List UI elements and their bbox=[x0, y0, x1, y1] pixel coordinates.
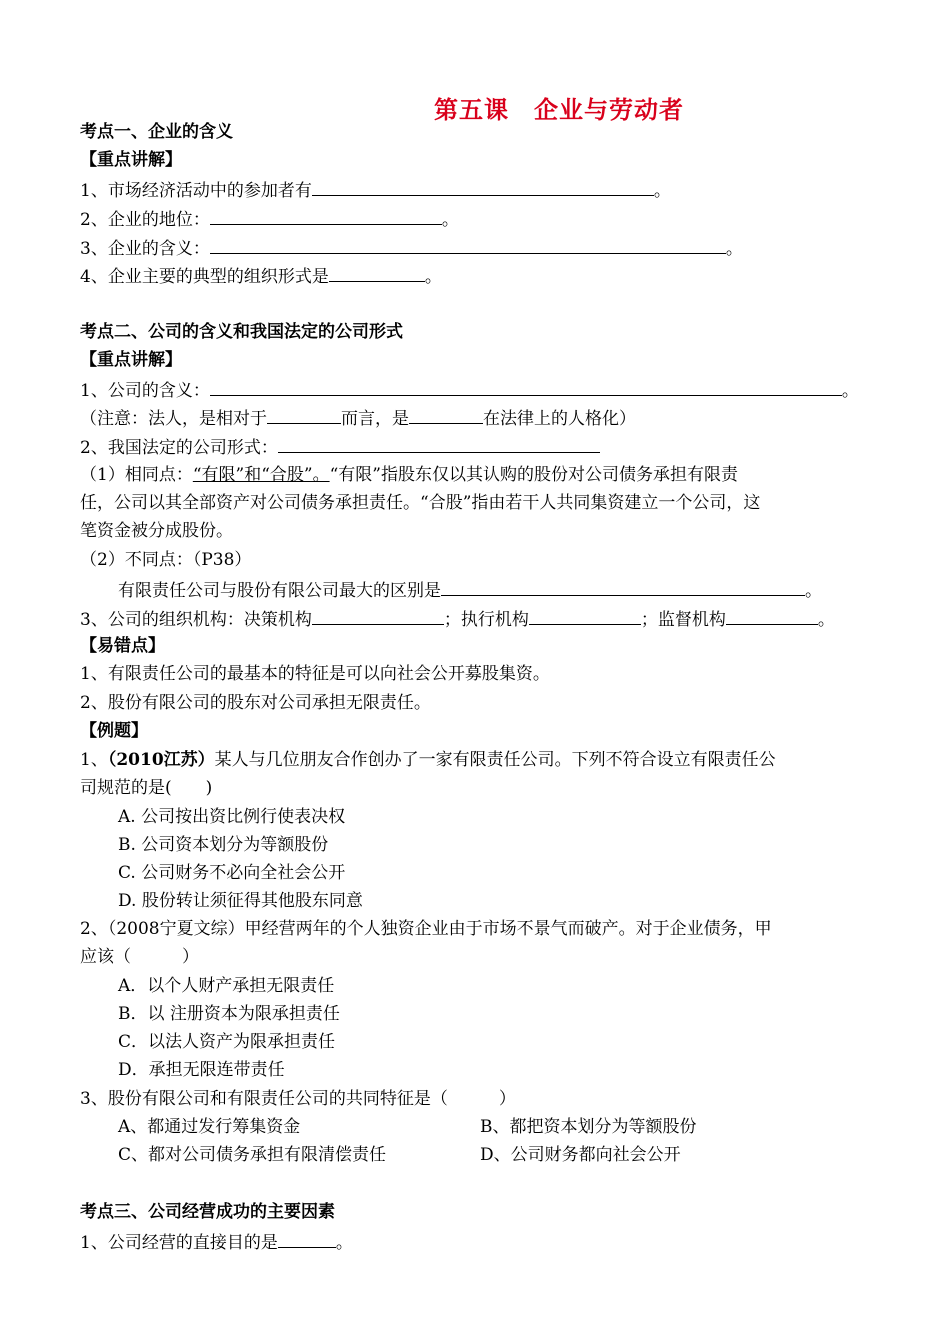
error-tag: 【易错点】 bbox=[80, 636, 165, 656]
ex1-option-b[interactable]: B. 公司资本划分为等额股份 bbox=[118, 835, 329, 855]
ex3-option-b[interactable]: B、都把资本划分为等额股份 bbox=[480, 1117, 697, 1137]
same-underlined: “有限”和“合股”。 bbox=[192, 465, 330, 485]
note-text: 而言，是 bbox=[341, 409, 409, 429]
example-tag: 【例题】 bbox=[80, 721, 148, 741]
ex2-option-a[interactable]: A．以个人财产承担无限责任 bbox=[118, 976, 335, 996]
ex1-number: 1、 bbox=[80, 750, 108, 770]
s1-q2-text: 2、企业的地位： bbox=[80, 210, 210, 230]
same-label: （1）相同点： bbox=[80, 465, 193, 485]
ex1-option-c[interactable]: C. 公司财务不必向全社会公开 bbox=[118, 863, 346, 883]
period: 。 bbox=[805, 581, 822, 601]
error-1: 1、有限责任公司的最基本的特征是可以向社会公开募股集资。 bbox=[80, 664, 550, 684]
ex1-text: 某人与几位朋友合作创办了一家有限责任公司。下列不符合设立有限责任公 bbox=[214, 750, 776, 770]
ex3-option-a[interactable]: A、都通过发行筹集资金 bbox=[118, 1117, 301, 1137]
answer-blank[interactable] bbox=[329, 263, 425, 282]
q3-text: ；监督机构 bbox=[640, 610, 726, 630]
answer-blank[interactable] bbox=[441, 577, 805, 596]
diff-text: 有限责任公司与股份有限公司最大的区别是 bbox=[118, 581, 441, 601]
period: 。 bbox=[441, 210, 459, 230]
ex1-source: （2010江苏） bbox=[107, 750, 215, 770]
example-2: 2、（2008宁夏文综）甲经营两年的个人独资企业由于市场不景气而破产。对于企业债务，甲 bbox=[80, 919, 772, 939]
section-3-heading: 考点三、公司经营成功的主要因素 bbox=[80, 1202, 335, 1222]
note-text: （注意：法人，是相对于 bbox=[80, 409, 267, 429]
ex2-option-c[interactable]: C．以法人资产为限承担责任 bbox=[118, 1032, 336, 1052]
period: 。 bbox=[817, 610, 835, 630]
error-2: 2、股份有限公司的股东对公司承担无限责任。 bbox=[80, 693, 431, 713]
s2-same-point bbox=[80, 463, 738, 487]
answer-blank[interactable] bbox=[267, 405, 341, 424]
answer-blank[interactable] bbox=[210, 235, 726, 254]
period: 。 bbox=[725, 239, 743, 259]
answer-blank[interactable] bbox=[210, 206, 442, 225]
period: 。 bbox=[841, 381, 859, 401]
period: 。 bbox=[424, 267, 442, 287]
q3-text: ；执行机构 bbox=[443, 610, 529, 630]
s2-question-1 bbox=[80, 377, 859, 403]
s1-question-3 bbox=[80, 235, 743, 261]
answer-blank[interactable] bbox=[210, 377, 842, 396]
answer-blank[interactable] bbox=[278, 1229, 336, 1248]
s1-question-2 bbox=[80, 206, 459, 232]
section-2-heading: 考点二、公司的含义和我国法定的公司形式 bbox=[80, 322, 403, 342]
s2-same-line-3: 笔资金被分成股份。 bbox=[80, 521, 233, 541]
example-1 bbox=[80, 748, 776, 772]
q3-text: 3、公司的组织机构：决策机构 bbox=[80, 610, 312, 630]
ex3-option-c[interactable]: C、都对公司债务承担有限清偿责任 bbox=[118, 1145, 387, 1165]
s1-question-4 bbox=[80, 263, 442, 289]
lesson-title: 第五课 企业与劳动者 bbox=[434, 95, 684, 124]
same-text: “有限”指股东仅以其认购的股份对公司债务承担有限责 bbox=[329, 465, 738, 485]
section-1-tag: 【重点讲解】 bbox=[80, 150, 182, 170]
example-2-line-2: 应该（ ） bbox=[80, 947, 199, 967]
answer-blank[interactable] bbox=[409, 405, 483, 424]
note-text: 在法律上的人格化） bbox=[483, 409, 636, 429]
ex2-option-b[interactable]: B．以 注册资本为限承担责任 bbox=[118, 1004, 340, 1024]
s2-diff-point: （2）不同点：（P38） bbox=[80, 550, 252, 570]
answer-blank[interactable] bbox=[726, 606, 818, 625]
ex1-option-a[interactable]: A. 公司按出资比例行使表决权 bbox=[118, 807, 346, 827]
ex3-option-d[interactable]: D、公司财务都向社会公开 bbox=[480, 1145, 681, 1165]
ex2-option-d[interactable]: D．承担无限连带责任 bbox=[118, 1060, 285, 1080]
example-1-line-2: 司规范的是( ) bbox=[80, 778, 213, 798]
section-2-tag: 【重点讲解】 bbox=[80, 350, 182, 370]
s1-question-1 bbox=[80, 177, 671, 203]
s2-q2-text: 2、我国法定的公司形式： bbox=[80, 438, 278, 458]
s2-question-3 bbox=[80, 606, 835, 632]
s2-q1-text: 1、公司的含义： bbox=[80, 381, 210, 401]
s3-q1-text: 1、公司经营的直接目的是 bbox=[80, 1233, 278, 1253]
s2-question-2 bbox=[80, 434, 600, 460]
s2-same-line-2: 任，公司以其全部资产对公司债务承担责任。“合股”指由若干人共同集资建立一个公司，这 bbox=[80, 493, 761, 513]
s1-q1-text: 1、市场经济活动中的参加者有 bbox=[80, 181, 312, 201]
s2-note bbox=[80, 405, 636, 431]
s1-q3-text: 3、企业的含义： bbox=[80, 239, 210, 259]
s1-q4-text: 4、企业主要的典型的组织形式是 bbox=[80, 267, 329, 287]
section-1-heading: 考点一、企业的含义 bbox=[80, 122, 233, 142]
s3-question-1 bbox=[80, 1229, 353, 1255]
ex1-option-d[interactable]: D. 股份转让须征得其他股东同意 bbox=[118, 891, 363, 911]
period: 。 bbox=[335, 1233, 353, 1253]
answer-blank[interactable] bbox=[312, 177, 654, 196]
answer-blank[interactable] bbox=[312, 606, 444, 625]
period: 。 bbox=[653, 181, 671, 201]
s2-diff-question bbox=[118, 577, 822, 603]
example-3: 3、股份有限公司和有限责任公司的共同特征是（ ） bbox=[80, 1089, 516, 1109]
answer-blank[interactable] bbox=[529, 606, 641, 625]
answer-blank[interactable] bbox=[278, 434, 600, 453]
